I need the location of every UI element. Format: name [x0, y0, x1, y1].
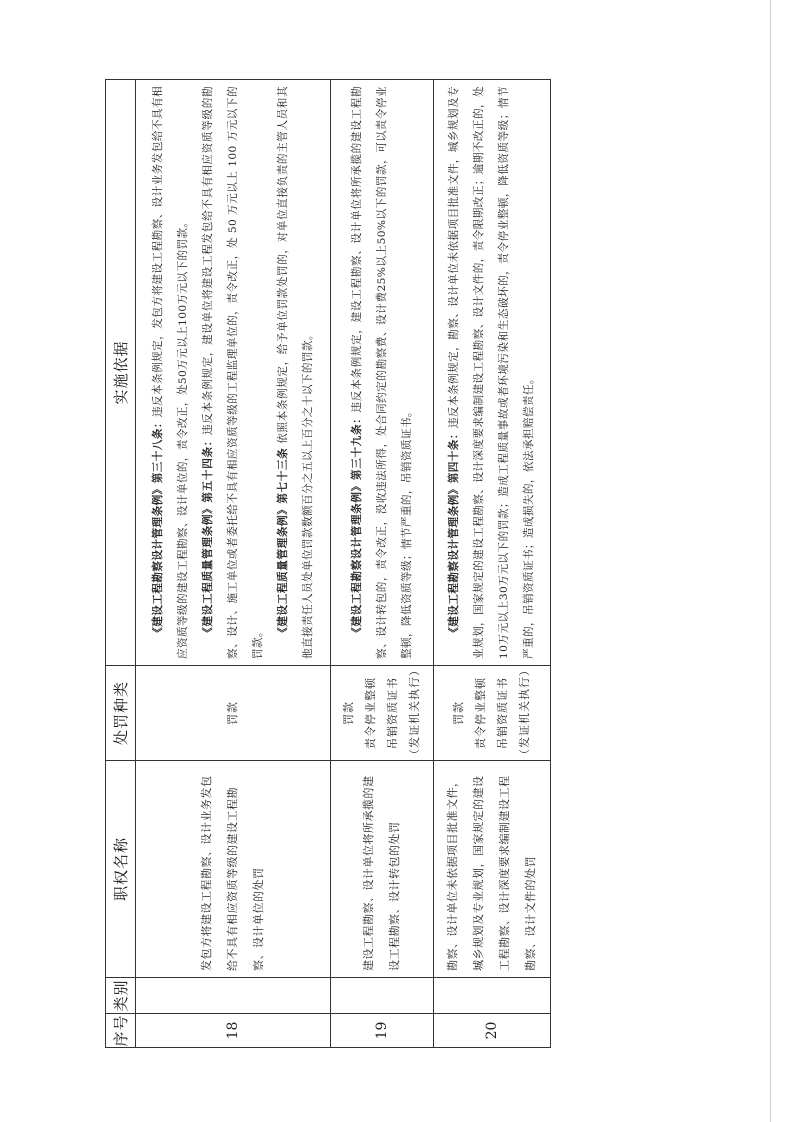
- basis-text: 违反本条例规定，建设工程勘察、设计单位将所承揽的建设工程勘察、设计转包的，责令改正，没收违法所得，处合同约定的勘察费、设计费25%以上50%以下的罚款，可以责令停业整顿，降低资质等级；情节严重的，吊销资质证书。: [350, 86, 413, 659]
- basis-paragraph: [146, 86, 196, 659]
- header-penalty: 处罚种类: [106, 666, 136, 761]
- penalty-item: 罚款: [226, 701, 239, 725]
- header-row: [106, 80, 136, 1048]
- row-basis: [136, 80, 331, 666]
- basis-law: 《建设工程勘察设计管理条例》第四十条：: [448, 428, 460, 638]
- basis-law: 《建设工程质量管理条例》第五十四条：: [201, 435, 214, 638]
- row-name: 勘察、设计单位未依据项目批准文件，城乡规划及专业规划，国家规定的建设工程勘察、设计深度要求编制建设工程勘察、设计文件的处罚: [434, 761, 551, 978]
- penalty-item: 吊销资质证书: [496, 677, 509, 749]
- table-row: [434, 80, 551, 1048]
- penalty-item: （发证机关执行）: [518, 664, 531, 760]
- row-name: 建设工程勘察、设计单位将所承揽的建设工程勘察、设计转包的处罚: [331, 761, 434, 978]
- table-row: [136, 80, 331, 1048]
- row-category: [136, 978, 331, 1014]
- row-seq: 19: [331, 1014, 434, 1048]
- table-row: [331, 80, 434, 1048]
- enforcement-table: [105, 79, 551, 1048]
- header-category: 类别: [106, 978, 136, 1014]
- row-penalty: [136, 666, 331, 761]
- basis-paragraph: [442, 86, 542, 659]
- basis-text: 违反本条例规定，发包方将建设工程勘察、设计业务发包给不具有相应资质等级的建设工程勘察、设计单位的，责令改正，处50万元以上100万元以下的罚款。: [151, 85, 189, 659]
- row-seq: 20: [434, 1014, 551, 1048]
- basis-paragraph: [271, 86, 321, 659]
- row-name: 发包方将建设工程勘察、设计业务发包给不具有相应资质等级的建设工程勘察、设计单位的处罚: [136, 761, 331, 978]
- row-category: [331, 978, 434, 1014]
- basis-law: 《建设工程质量管理条例》第七十三条: [276, 447, 289, 638]
- penalty-item: 吊销资质证书: [386, 677, 399, 749]
- header-basis: 实施依据: [106, 80, 136, 666]
- penalty-item: 责令停业整顿: [364, 677, 377, 749]
- basis-text: 违反本条例规定，建设单位将建设工程发包给不具有相应资质等级的勘察、设计、施工单位或者委托给不具有相应资质等级的工程监理单位的，责令改正，处 50 万元以上 100 万元以下的罚款。: [201, 86, 264, 659]
- row-basis: [434, 80, 551, 666]
- basis-paragraph: [196, 86, 271, 659]
- header-seq: 序号: [106, 1014, 136, 1048]
- penalty-item: 罚款: [452, 701, 465, 725]
- penalty-item: （发证机关执行）: [408, 664, 421, 760]
- row-category: [434, 978, 551, 1014]
- basis-law: 《建设工程勘察设计管理条例》第三十八条：: [151, 417, 164, 638]
- penalty-item: 责令停业整顿: [474, 677, 487, 749]
- basis-law: 《建设工程勘察设计管理条例》第三十九条：: [350, 412, 363, 638]
- basis-text: 依照本条例规定，给予单位罚款处罚的，对单位直接负责的主管人员和其他直接责任人员处单位罚款数额百分之五以上百分之十以下的罚款。: [276, 86, 314, 659]
- row-seq: 18: [136, 1014, 331, 1048]
- header-name: 职权名称: [106, 761, 136, 978]
- row-penalty: [331, 666, 434, 761]
- basis-text: 违反本条例规定，勘察、设计单位未依据项目批准文件，城乡规划及专业规划，国家规定的建设工程勘察、设计深度要求编制建设工程勘察、设计文件的，责令限期改正；逾期不改正的，处10万元以上30万元以下的罚款；造成工程质量事故或者环境污染和生态破坏的，责令停业整顿，降低资质等级；情节严重的，吊销资质证书；造成损失的，依法承担赔偿责任。: [448, 86, 535, 659]
- row-basis: [331, 80, 434, 666]
- basis-paragraph: [345, 86, 420, 659]
- row-penalty: [434, 666, 551, 761]
- penalty-item: 罚款: [342, 701, 355, 725]
